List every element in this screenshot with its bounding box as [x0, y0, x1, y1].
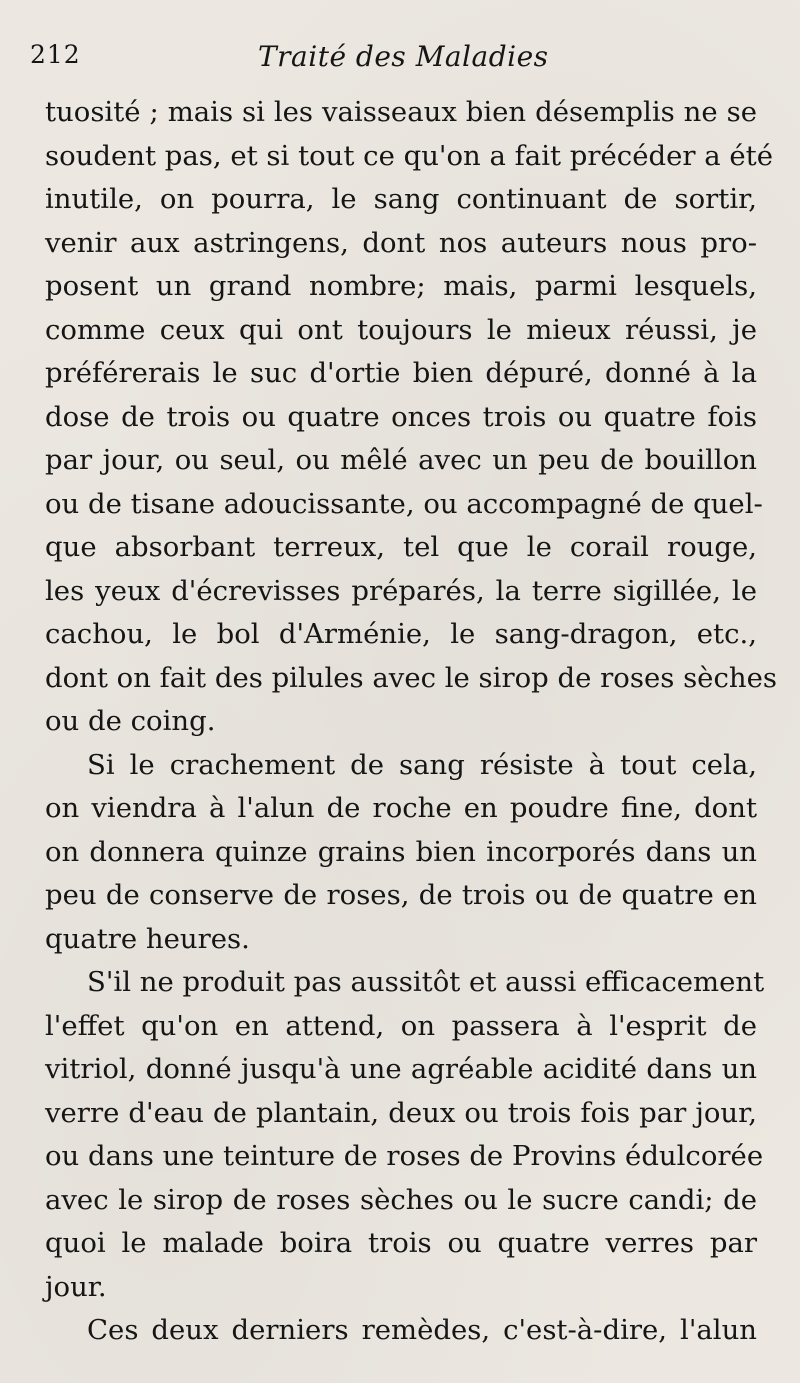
- text-line: peu de conserve de roses, de trois ou de quatre en: [45, 879, 757, 911]
- text-line: les yeux d'écrevisses préparés, la terre sigillée, le: [45, 574, 757, 607]
- text-line: soudent pas, et si tout ce qu'on a fait précéder a été: [45, 139, 773, 172]
- text-line: avec le sirop de roses sèches ou le sucre candi; de: [45, 1183, 757, 1216]
- body-text: [45, 91, 777, 1353]
- text-line: ou dans une teinture de roses de Provins édulcorée: [45, 1140, 764, 1172]
- text-line: quoi le malade boira trois ou quatre verres par: [45, 1227, 757, 1259]
- text-line: par jour, ou seul, ou mêlé avec un peu de bouillon: [45, 444, 757, 476]
- page-number: 212: [30, 40, 81, 69]
- text-line: inutile, on pourra, le sang continuant de sortir,: [45, 183, 757, 215]
- paragraph-first-line: Ces deux derniers remèdes, c'est-à-dire, l'alun: [87, 1314, 757, 1346]
- text-line: jour.: [45, 1270, 107, 1303]
- text-line: préférerais le suc d'ortie bien dépuré, donné à la: [45, 357, 757, 389]
- text-line: verre d'eau de plantain, deux ou trois fois par jour,: [45, 1096, 757, 1129]
- text-line: cachou, le bol d'Arménie, le sang-dragon, etc.,: [45, 618, 757, 650]
- text-line: comme ceux qui ont toujours le mieux réussi, je: [45, 313, 757, 346]
- text-line: on viendra à l'alun de roche en poudre fine, dont: [45, 792, 757, 824]
- text-line: quatre heures.: [45, 922, 250, 955]
- text-line: posent un grand nombre; mais, parmi lesquels,: [45, 270, 757, 302]
- text-line: on donnera quinze grains bien incorporés dans un: [45, 835, 757, 868]
- running-title: Traité des Maladies: [258, 40, 549, 73]
- text-line: que absorbant terreux, tel que le corail rouge,: [45, 531, 757, 563]
- text-line: tuosité ; mais si les vaisseaux bien désemplis ne se: [45, 96, 757, 128]
- text-line: dont on fait des pilules avec le sirop de roses sèches: [45, 661, 777, 694]
- paragraph-first-line: S'il ne produit pas aussitôt et aussi efficacement: [87, 966, 765, 998]
- paragraph-first-line: Si le crachement de sang résiste à tout cela,: [87, 748, 757, 781]
- running-head: [0, 40, 800, 80]
- text-line: ou de coing.: [45, 705, 216, 737]
- text-line: ou de tisane adoucissante, ou accompagné de quel-: [45, 487, 763, 520]
- text-line: dose de trois ou quatre onces trois ou quatre fois: [45, 400, 757, 433]
- text-line: vitriol, donné jusqu'à une agréable acidité dans un: [45, 1053, 757, 1085]
- text-line: venir aux astringens, dont nos auteurs nous pro-: [45, 226, 757, 259]
- text-line: l'effet qu'on en attend, on passera à l'esprit de: [45, 1009, 757, 1042]
